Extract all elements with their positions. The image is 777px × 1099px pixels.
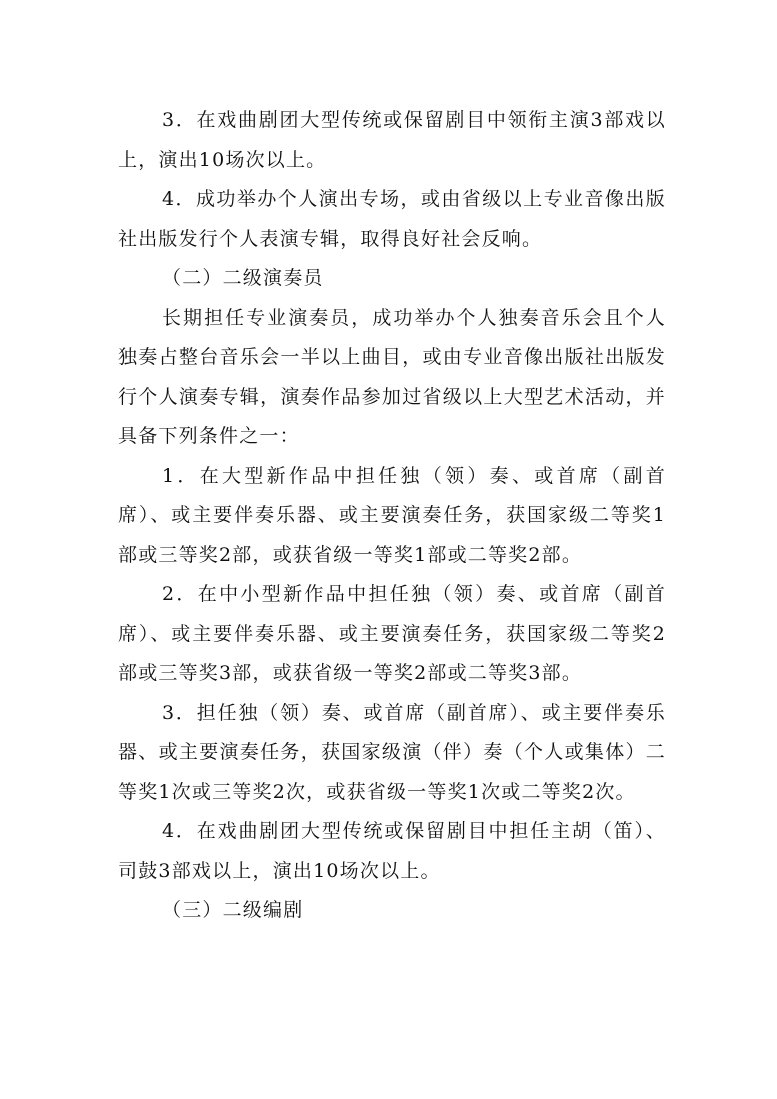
paragraph-item-4-solo-show: 4．成功举办个人演出专场，或由省级以上专业音像出版社出版发行个人表演专辑，取得良好社会反响。 — [118, 188, 666, 250]
paragraph-item-3-lead-performer: 3．在戏曲剧团大型传统或保留剧目中领衔主演3部戏以上，演出10场次以上。 — [118, 109, 666, 171]
section-heading-level2-playwright: （三）二级编剧 — [162, 899, 304, 921]
paragraph-item-2-small-works: 2．在中小型新作品中担任独（领）奏、或首席（副首席）、或主要伴奏乐器、或主要演奏任务，获国家级二等奖2部或三等奖3部，或获省级一等奖2部或二等奖3部。 — [118, 583, 666, 684]
paragraph-item-3-awards: 3．担任独（领）奏、或首席（副首席）、或主要伴奏乐器、或主要演奏任务，获国家级演（伴）奏（个人或集体）二等奖1次或三等奖2次，或获省级一等奖1次或二等奖2次。 — [118, 701, 666, 803]
paragraph-item-4-opera-troupe: 4．在戏曲剧团大型传统或保留剧目中担任主胡（笛）、司鼓3部戏以上，演出10场次以上。 — [118, 820, 666, 882]
document-body — [118, 101, 666, 931]
section-heading-level2-performer: （二）二级演奏员 — [162, 267, 324, 289]
paragraph-performer-requirements: 长期担任专业演奏员，成功举办个人独奏音乐会且个人独奏占整台音乐会一半以上曲目，或由专业音像出版社出版发行个人演奏专辑，演奏作品参加过省级以上大型艺术活动，并具备下列条件之一： — [118, 306, 666, 447]
paragraph-item-1-large-works: 1．在大型新作品中担任独（领）奏、或首席（副首席）、或主要伴奏乐器、或主要演奏任务，获国家级二等奖1部或三等奖2部，或获省级一等奖1部或二等奖2部。 — [118, 464, 666, 566]
